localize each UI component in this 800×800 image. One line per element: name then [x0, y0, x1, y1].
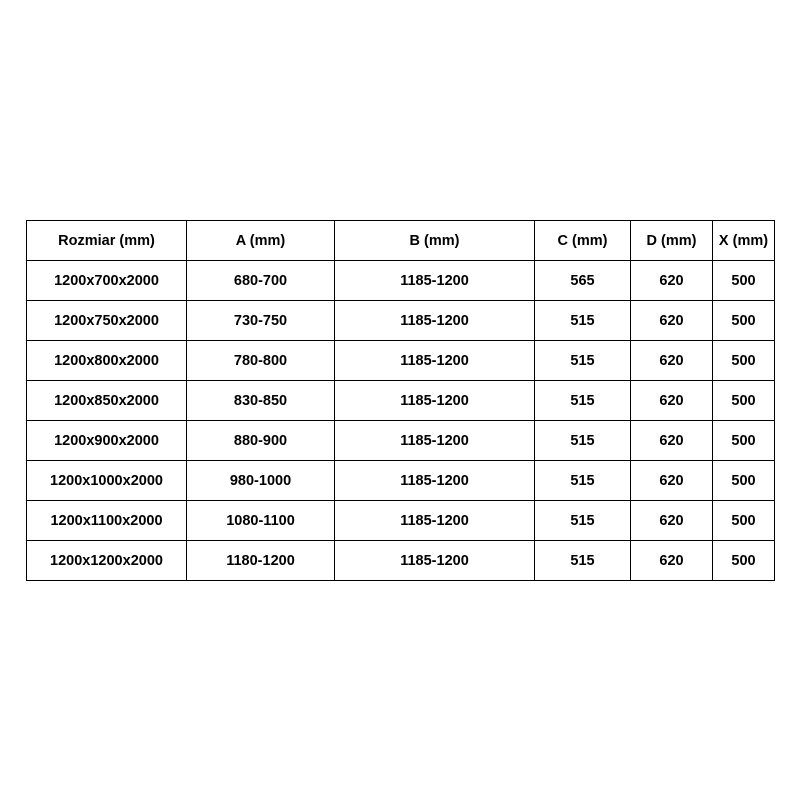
- cell-a: 730-750: [187, 301, 335, 341]
- table-row: [27, 381, 775, 421]
- cell-x: 500: [713, 541, 775, 581]
- cell-a: 1080-1100: [187, 501, 335, 541]
- cell-a: 1180-1200: [187, 541, 335, 581]
- table-row: [27, 341, 775, 381]
- cell-d: 620: [631, 381, 713, 421]
- cell-x: 500: [713, 301, 775, 341]
- cell-d: 620: [631, 501, 713, 541]
- cell-b: 1185-1200: [335, 501, 535, 541]
- table-body: [27, 261, 775, 581]
- table-row: [27, 541, 775, 581]
- column-header-d: D (mm): [631, 221, 713, 261]
- cell-c: 515: [535, 341, 631, 381]
- cell-x: 500: [713, 461, 775, 501]
- cell-d: 620: [631, 461, 713, 501]
- table-row: [27, 461, 775, 501]
- cell-size: 1200x750x2000: [27, 301, 187, 341]
- cell-b: 1185-1200: [335, 461, 535, 501]
- table-row: [27, 501, 775, 541]
- table-row: [27, 261, 775, 301]
- cell-size: 1200x900x2000: [27, 421, 187, 461]
- cell-x: 500: [713, 261, 775, 301]
- cell-size: 1200x800x2000: [27, 341, 187, 381]
- cell-a: 830-850: [187, 381, 335, 421]
- cell-c: 515: [535, 501, 631, 541]
- cell-c: 515: [535, 421, 631, 461]
- cell-d: 620: [631, 261, 713, 301]
- cell-d: 620: [631, 341, 713, 381]
- column-header-c: C (mm): [535, 221, 631, 261]
- cell-size: 1200x1100x2000: [27, 501, 187, 541]
- column-header-rozmiar: Rozmiar (mm): [27, 221, 187, 261]
- cell-a: 980-1000: [187, 461, 335, 501]
- cell-a: 780-800: [187, 341, 335, 381]
- table-row: [27, 301, 775, 341]
- table-row: [27, 421, 775, 461]
- cell-x: 500: [713, 341, 775, 381]
- column-header-b: B (mm): [335, 221, 535, 261]
- cell-size: 1200x1200x2000: [27, 541, 187, 581]
- table-header-row: [27, 221, 775, 261]
- cell-x: 500: [713, 381, 775, 421]
- cell-c: 515: [535, 541, 631, 581]
- cell-b: 1185-1200: [335, 421, 535, 461]
- cell-b: 1185-1200: [335, 301, 535, 341]
- cell-d: 620: [631, 541, 713, 581]
- cell-size: 1200x850x2000: [27, 381, 187, 421]
- cell-c: 515: [535, 381, 631, 421]
- cell-d: 620: [631, 421, 713, 461]
- table-header: [27, 221, 775, 261]
- cell-b: 1185-1200: [335, 541, 535, 581]
- cell-size: 1200x1000x2000: [27, 461, 187, 501]
- column-header-x: X (mm): [713, 221, 775, 261]
- cell-b: 1185-1200: [335, 341, 535, 381]
- cell-x: 500: [713, 501, 775, 541]
- size-table: [26, 220, 775, 581]
- cell-size: 1200x700x2000: [27, 261, 187, 301]
- cell-a: 680-700: [187, 261, 335, 301]
- cell-c: 515: [535, 301, 631, 341]
- cell-b: 1185-1200: [335, 381, 535, 421]
- cell-d: 620: [631, 301, 713, 341]
- cell-b: 1185-1200: [335, 261, 535, 301]
- size-table-container: [26, 220, 774, 581]
- cell-a: 880-900: [187, 421, 335, 461]
- cell-c: 515: [535, 461, 631, 501]
- cell-c: 565: [535, 261, 631, 301]
- column-header-a: A (mm): [187, 221, 335, 261]
- cell-x: 500: [713, 421, 775, 461]
